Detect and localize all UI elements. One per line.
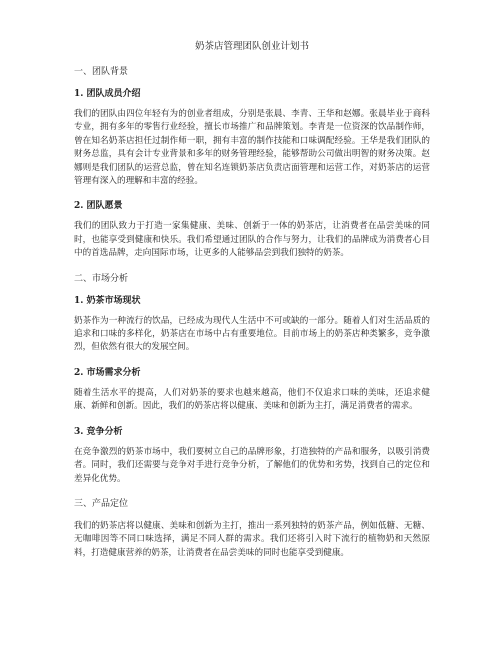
paragraph-competition: 在竞争激烈的奶茶市场中，我们要树立自己的品牌形象，打造独特的产品和服务，以吸引消费者。同时，我们还需要与竞争对手进行竞争分析，了解他们的优势和劣势，找到自己的定位和差异化优势。 <box>74 446 430 484</box>
subsection-heading: 2. 团队愿景 <box>74 201 123 212</box>
section-heading: 二、市场分析 <box>74 273 129 284</box>
paragraph-product-positioning: 我们的奶茶店将以健康、美味和创新为主打，推出一系列独特的奶茶产品，例如低糖、无糖、无咖啡因等不同口味选择，满足不同人群的需求。我们还将引入时下流行的植物奶和天然原料，打造健康营养的奶茶，让消费者在品尝美味的同时也能享受到健康。 <box>74 520 430 558</box>
paragraph-market-demand: 随着生活水平的提高，人们对奶茶的要求也越来越高，他们不仅追求口味的美味，还追求健康、新鲜和创新。因此，我们的奶茶店将以健康、美味和创新为主打，满足消费者的需求。 <box>74 387 430 412</box>
section-team-background <box>74 66 430 261</box>
section-heading: 三、产品定位 <box>74 498 129 509</box>
paragraph-market-status: 奶茶作为一种流行的饮品，已经成为现代人生活中不可或缺的一部分。随着人们对生活品质的追求和口味的多样化，奶茶店在市场中占有重要地位。目前市场上的奶茶店种类繁多，竞争激烈，但依然有很大的发展空间。 <box>74 315 430 353</box>
subsection-heading: 1. 奶茶市场现状 <box>74 295 141 306</box>
section-heading: 一、团队背景 <box>74 67 129 77</box>
paragraph-team-vision: 我们的团队致力于打造一家集健康、美味、创新于一体的奶茶店，让消费者在品尝美味的同时，也能享受到健康和快乐。我们希望通过团队的合作与努力，让我们的品牌成为消费者心目中的首选品牌，走向国际市场，让更多的人能够品尝到我们独特的奶茶。 <box>74 221 430 259</box>
section-product-positioning <box>74 498 430 560</box>
section-market-analysis <box>74 273 430 486</box>
subsection-heading: 3. 竞争分析 <box>74 426 123 437</box>
paragraph-team-members: 我们的团队由四位年轻有为的创业者组成，分别是张晨、李青、王华和赵娜。张晨毕业于商科专业，拥有多年的零售行业经验，擅长市场推广和品牌策划。李青是一位资深的饮品制作师，曾在知名奶茶店担任过制作师一职，拥有丰富的制作技能和口味调配经验。王华是我们团队的财务总监，具有会计专业背景和多年的财务管理经验，能够帮助公司做出明智的财务决策。赵娜则是我们团队的运营总监，曾在知名连锁奶茶店负责店面管理和运营工作，对奶茶店的运营管理有深入的理解和丰富的经验。 <box>74 109 430 187</box>
subsection-heading: 2. 市场需求分析 <box>74 367 141 378</box>
document-title: 奶茶店管理团队创业计划书 <box>194 41 309 52</box>
subsection-heading: 1. 团队成员介绍 <box>74 89 141 99</box>
